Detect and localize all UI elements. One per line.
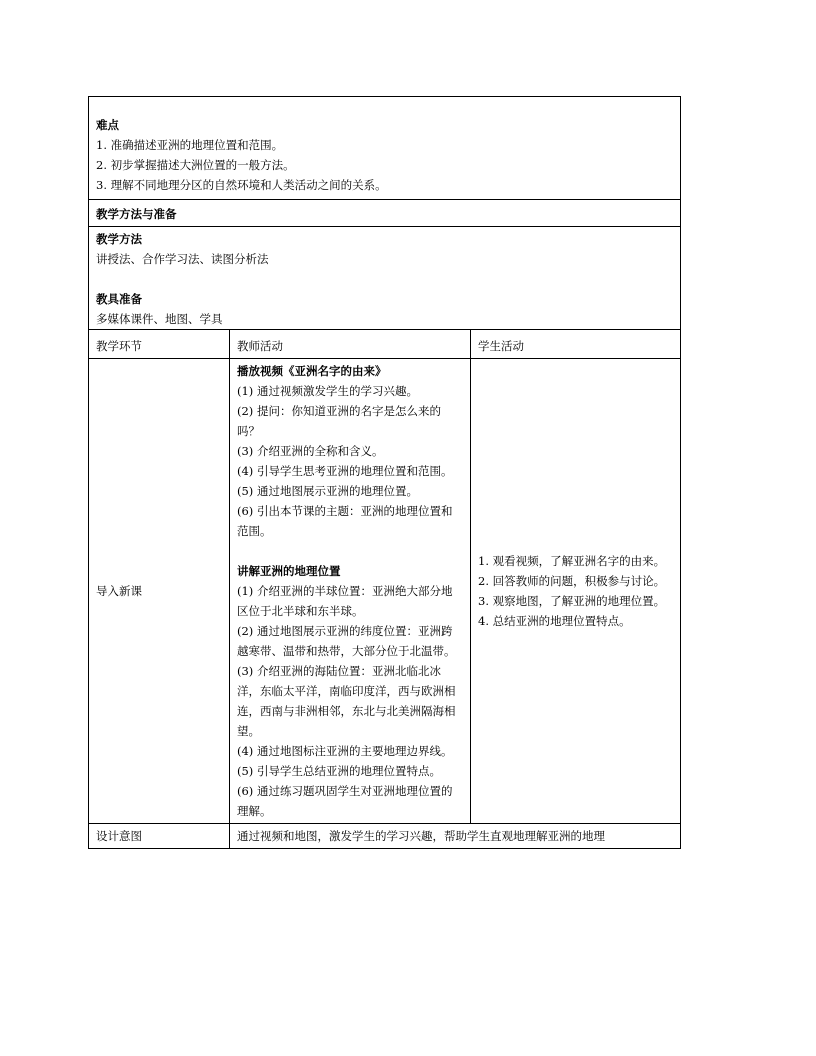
student-item: 2. 回答教师的问题，积极参与讨论。 (478, 574, 666, 588)
stage-cell: 导入新课 (89, 359, 230, 824)
column-header-student: 学生活动 (471, 330, 681, 359)
difficulty-item: 1. 准确描述亚洲的地理位置和范围。 (96, 138, 284, 152)
lesson-plan-table (88, 96, 681, 849)
teacher-item: (3) 介绍亚洲的全称和含义。 (237, 444, 384, 458)
intro-row (89, 359, 681, 824)
column-header-stage: 教学环节 (89, 330, 230, 359)
teacher-item: (6) 引出本节课的主题：亚洲的地理位置和范围。 (237, 504, 453, 538)
difficulty-row (89, 97, 681, 200)
difficulty-cell (89, 97, 681, 200)
teacher-item: (5) 引导学生总结亚洲的地理位置特点。 (237, 764, 441, 778)
difficulty-item: 3. 理解不同地理分区的自然环境和人类活动之间的关系。 (96, 178, 387, 192)
section-heading: 教学方法与准备 (89, 200, 681, 227)
teacher-item: (1) 通过视频激发学生的学习兴趣。 (237, 384, 418, 398)
difficulty-title: 难点 (96, 118, 119, 132)
design-intent-text: 通过视频和地图，激发学生的学习兴趣，帮助学生直观地理解亚洲的地理 (230, 824, 681, 849)
column-header-teacher: 教师活动 (230, 330, 471, 359)
teacher-item: (4) 引导学生思考亚洲的地理位置和范围。 (237, 464, 453, 478)
spacer (237, 541, 463, 561)
methods-row (89, 227, 681, 330)
student-item: 3. 观察地图，了解亚洲的地理位置。 (478, 594, 666, 608)
teacher-part1-title: 播放视频《亚洲名字的由来》 (237, 364, 387, 378)
teacher-part2-title: 讲解亚洲的地理位置 (237, 564, 341, 578)
methods-text: 讲授法、合作学习法、读图分析法 (96, 252, 269, 266)
student-item: 1. 观看视频，了解亚洲名字的由来。 (478, 554, 666, 568)
teacher-item: (4) 通过地图标注亚洲的主要地理边界线。 (237, 744, 453, 758)
teacher-item: (3) 介绍亚洲的海陆位置：亚洲北临北冰洋，东临太平洋，南临印度洋，西与欧洲相连，西南与非洲相邻，东北与北美洲隔海相望。 (237, 664, 456, 738)
methods-title: 教学方法 (96, 232, 142, 246)
teacher-item: (2) 通过地图展示亚洲的纬度位置：亚洲跨越寒带、温带和热带，大部分位于北温带。 (237, 624, 456, 658)
methods-heading-row (89, 200, 681, 227)
teacher-item: (5) 通过地图展示亚洲的地理位置。 (237, 484, 418, 498)
teacher-item: (2) 提问：你知道亚洲的名字是怎么来的吗？ (237, 404, 441, 438)
teacher-activity-cell (230, 359, 471, 824)
tools-text: 多媒体课件、地图、学具 (96, 312, 223, 326)
student-activity-cell (471, 359, 681, 824)
methods-cell (89, 227, 681, 330)
difficulty-item: 2. 初步掌握描述大洲位置的一般方法。 (96, 158, 295, 172)
teacher-item: (6) 通过练习题巩固学生对亚洲地理位置的理解。 (237, 784, 453, 818)
teacher-item: (1) 介绍亚洲的半球位置：亚洲绝大部分地区位于北半球和东半球。 (237, 584, 453, 618)
design-intent-label: 设计意图 (89, 824, 230, 849)
spacer (96, 269, 673, 289)
column-header-row (89, 330, 681, 359)
tools-title: 教具准备 (96, 292, 142, 306)
design-intent-row (89, 824, 681, 849)
student-item: 4. 总结亚洲的地理位置特点。 (478, 614, 631, 628)
